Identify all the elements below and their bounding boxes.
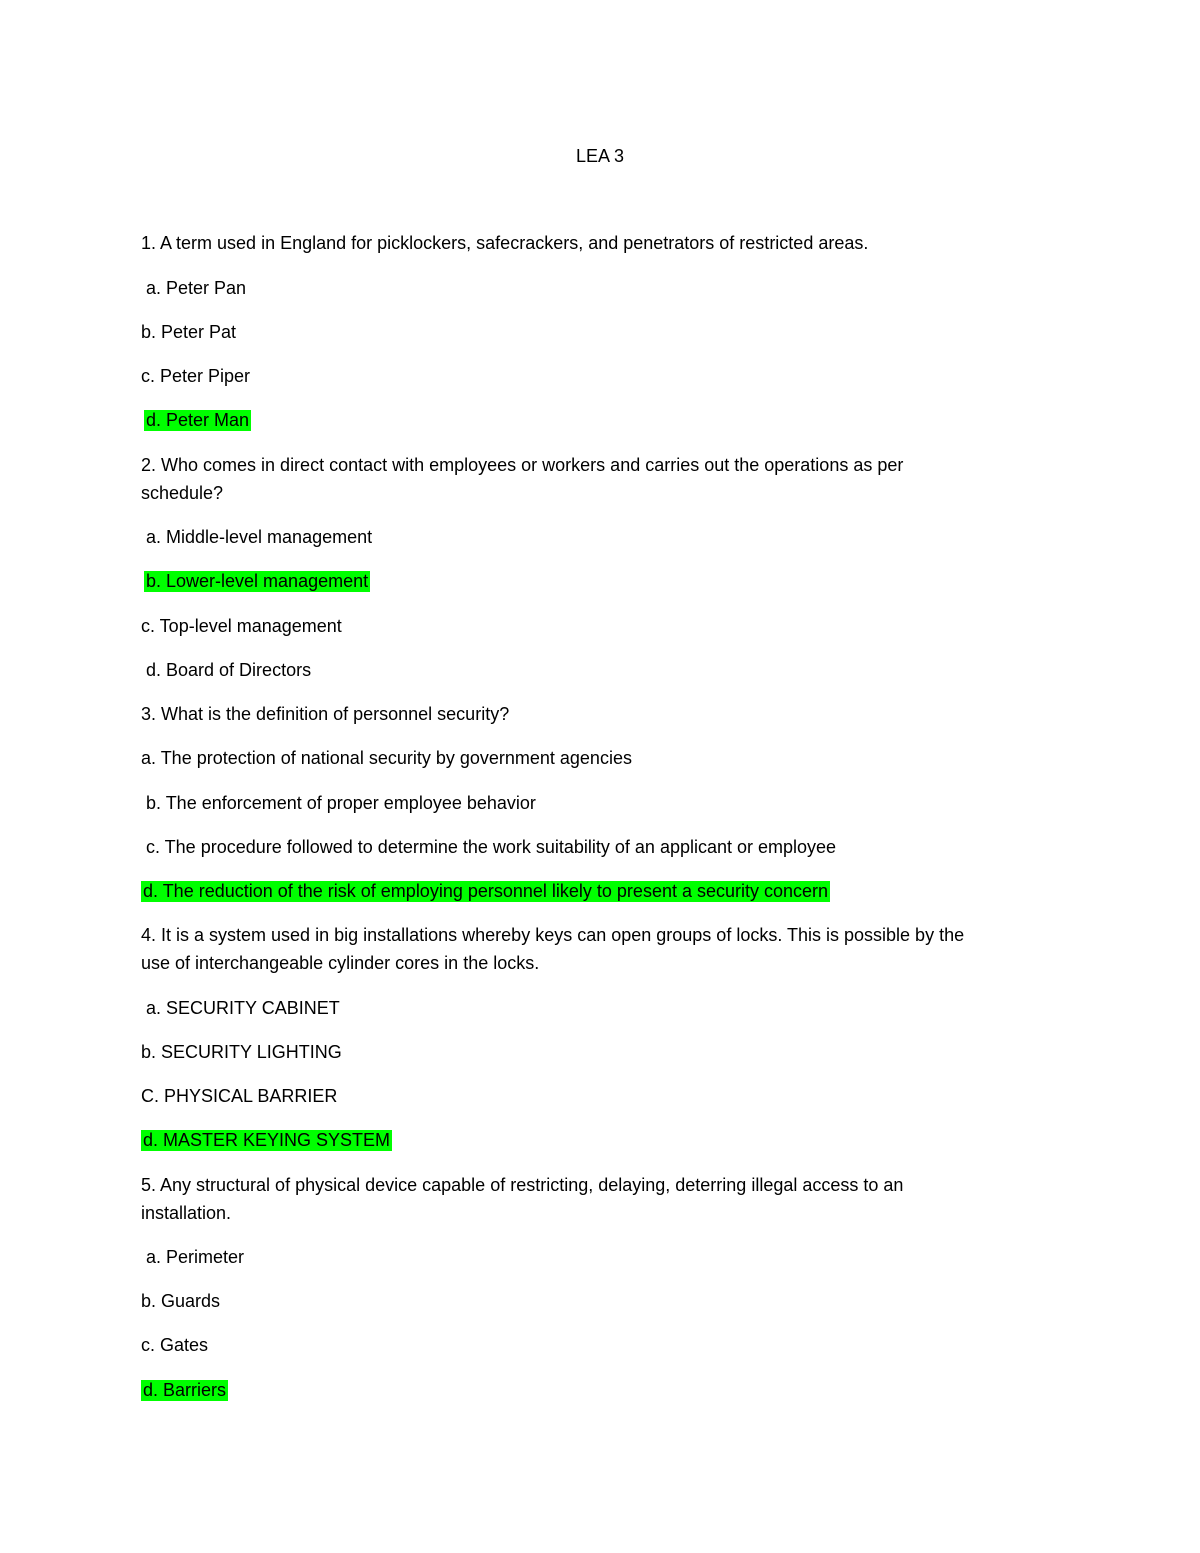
q1-option-b: b. Peter Pat [141, 322, 237, 342]
q3-option-c: c. The procedure followed to determine the work suitability of an applicant or employee [141, 837, 837, 857]
q2-option-c: c. Top-level management [141, 616, 342, 636]
q1-option-c: c. Peter Piper [141, 366, 251, 386]
question-2-text-line-2: schedule? [141, 483, 224, 503]
q5-option-a: a. Perimeter [141, 1247, 245, 1267]
q1-option-d-correct: d. Peter Man [146, 410, 250, 430]
q4-option-b: b. SECURITY LIGHTING [141, 1042, 342, 1062]
q5-option-c: c. Gates [141, 1335, 209, 1355]
question-5-text-line-1: 5. Any structural of physical device capable of restricting, delaying, deterring illegal access to an [141, 1175, 904, 1195]
q4-option-c: C. PHYSICAL BARRIER [141, 1086, 338, 1106]
page-title: LEA 3 [575, 146, 625, 166]
q1-option-a: a. Peter Pan [141, 278, 247, 298]
question-3-text: 3. What is the definition of personnel security? [141, 704, 510, 724]
q5-option-b: b. Guards [141, 1291, 221, 1311]
q2-option-d: d. Board of Directors [141, 660, 312, 680]
q2-option-a: a. Middle-level management [141, 527, 373, 547]
question-1-text: 1. A term used in England for picklockers, safecrackers, and penetrators of restricted areas. [141, 233, 869, 253]
question-4-text-line-2: use of interchangeable cylinder cores in the locks. [141, 953, 540, 973]
question-2-text-line-1: 2. Who comes in direct contact with employees or workers and carries out the operations as per [141, 455, 904, 475]
q4-option-d-correct: d. MASTER KEYING SYSTEM [143, 1130, 391, 1150]
question-4-text-line-1: 4. It is a system used in big installations whereby keys can open groups of locks. This is possible by the [141, 925, 965, 945]
question-5-text-line-2: installation. [141, 1203, 232, 1223]
q3-option-a: a. The protection of national security by government agencies [141, 748, 632, 768]
q3-option-b: b. The enforcement of proper employee behavior [141, 793, 536, 813]
q4-option-a: a. SECURITY CABINET [141, 998, 340, 1018]
q2-option-b-correct: b. Lower-level management [146, 571, 369, 591]
q5-option-d-correct: d. Barriers [143, 1380, 227, 1400]
q3-option-d-correct: d. The reduction of the risk of employing personnel likely to present a security concern [143, 881, 829, 901]
